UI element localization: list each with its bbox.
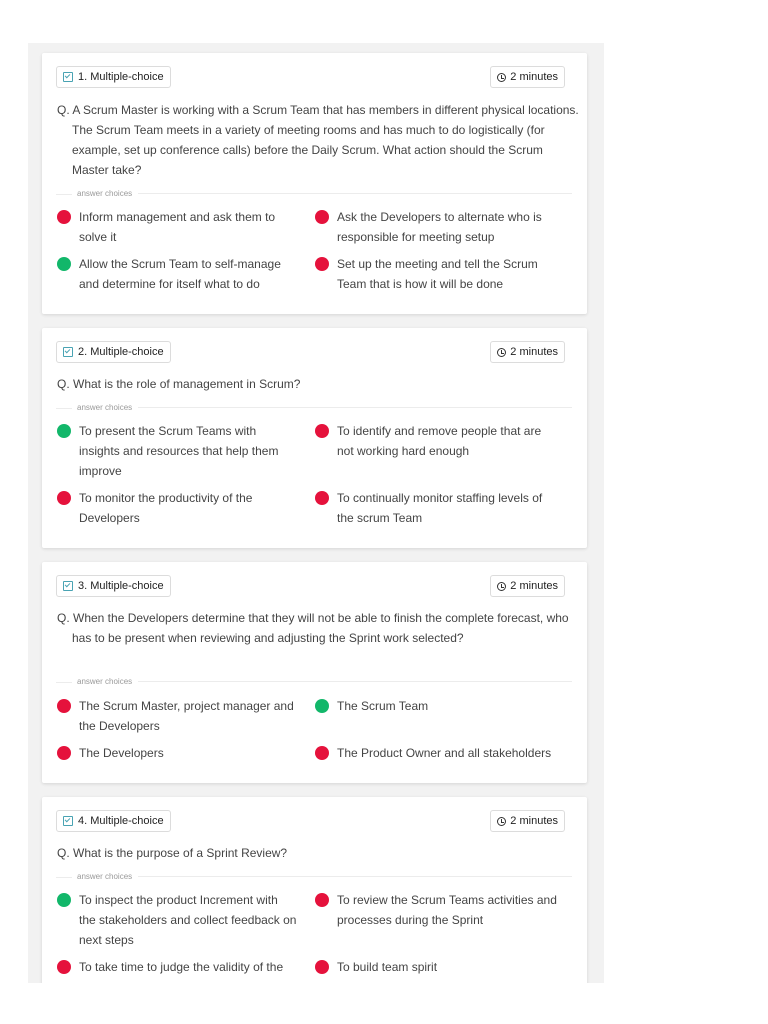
answer-choice[interactable]: To build team spirit [315, 957, 555, 977]
incorrect-dot-icon [315, 424, 329, 438]
question-type-badge [56, 341, 171, 363]
incorrect-dot-icon [315, 746, 329, 760]
time-label: 2 minutes [510, 346, 558, 358]
incorrect-dot-icon [315, 893, 329, 907]
clock-icon [497, 582, 506, 591]
question-text: Q. A Scrum Master is working with a Scrum Team that has members in different physical locations. The Scrum Team meets in a variety of meeting rooms and has much to do logistically (for example, set up conference calls) before the Daily Scrum. What action should the Scrum Master take? [57, 103, 579, 177]
time-label: 2 minutes [510, 71, 558, 83]
answer-choice[interactable]: To monitor the productivity of the Developers [57, 488, 297, 528]
question-type-label: 4. Multiple-choice [78, 815, 164, 827]
question-text: Q. What is the purpose of a Sprint Review? [57, 846, 288, 860]
question-text: Q. What is the role of management in Scrum? [57, 377, 301, 391]
question-type-badge [56, 66, 171, 88]
answer-choice[interactable]: The Product Owner and all stakeholders [315, 743, 555, 763]
time-badge [490, 66, 565, 88]
correct-dot-icon [57, 257, 71, 271]
answer-choices-label: answer choices [77, 403, 572, 412]
clock-icon [497, 348, 506, 357]
incorrect-dot-icon [57, 746, 71, 760]
incorrect-dot-icon [57, 210, 71, 224]
answer-choice[interactable]: Ask the Developers to alternate who is responsible for meeting setup [315, 207, 555, 247]
question-type-badge [56, 575, 171, 597]
answer-choice[interactable]: To review the Scrum Teams activities and processes during the Sprint [315, 890, 565, 930]
incorrect-dot-icon [57, 699, 71, 713]
correct-dot-icon [315, 699, 329, 713]
clock-icon [497, 817, 506, 826]
answer-choice[interactable]: The Scrum Team [315, 696, 555, 716]
answer-choice[interactable]: The Developers [57, 743, 297, 763]
question-type-label: 2. Multiple-choice [78, 346, 164, 358]
correct-dot-icon [57, 893, 71, 907]
checkbox-icon [63, 347, 73, 357]
answer-choice[interactable]: The Scrum Master, project manager and the Developers [57, 696, 297, 736]
incorrect-dot-icon [315, 491, 329, 505]
time-badge [490, 810, 565, 832]
answer-choices-label: answer choices [77, 189, 572, 198]
time-label: 2 minutes [510, 815, 558, 827]
clock-icon [497, 73, 506, 82]
answer-choice[interactable]: To continually monitor staffing levels of the scrum Team [315, 488, 555, 528]
time-label: 2 minutes [510, 580, 558, 592]
question-type-label: 1. Multiple-choice [78, 71, 164, 83]
question-text: Q. When the Developers determine that they will not be able to finish the complete forecast, who has to be present when reviewing and adjusting the Sprint work selected? [57, 611, 569, 645]
question-card [42, 562, 587, 783]
answer-choice[interactable]: To identify and remove people that are not working hard enough [315, 421, 555, 461]
incorrect-dot-icon [57, 491, 71, 505]
checkbox-icon [63, 581, 73, 591]
question-card [42, 328, 587, 548]
answer-choices-label: answer choices [77, 677, 572, 686]
answer-choice[interactable]: Inform management and ask them to solve it [57, 207, 297, 247]
correct-dot-icon [57, 424, 71, 438]
incorrect-dot-icon [315, 210, 329, 224]
incorrect-dot-icon [315, 257, 329, 271]
time-badge [490, 341, 565, 363]
quiz-panel [28, 43, 604, 983]
answer-choice[interactable]: Set up the meeting and tell the Scrum Team that is how it will be done [315, 254, 555, 294]
time-badge [490, 575, 565, 597]
answer-choice[interactable]: To inspect the product Increment with the stakeholders and collect feedback on next steps [57, 890, 297, 950]
question-type-label: 3. Multiple-choice [78, 580, 164, 592]
question-card [42, 53, 587, 314]
answer-choice[interactable]: Allow the Scrum Team to self-manage and determine for itself what to do [57, 254, 297, 294]
answer-choice[interactable]: To take time to judge the validity of the [57, 957, 297, 977]
checkbox-icon [63, 816, 73, 826]
question-card [42, 797, 587, 983]
incorrect-dot-icon [315, 960, 329, 974]
checkbox-icon [63, 72, 73, 82]
answer-choice[interactable]: To present the Scrum Teams with insights and resources that help them improve [57, 421, 297, 481]
incorrect-dot-icon [57, 960, 71, 974]
question-type-badge [56, 810, 171, 832]
answer-choices-label: answer choices [77, 872, 572, 881]
